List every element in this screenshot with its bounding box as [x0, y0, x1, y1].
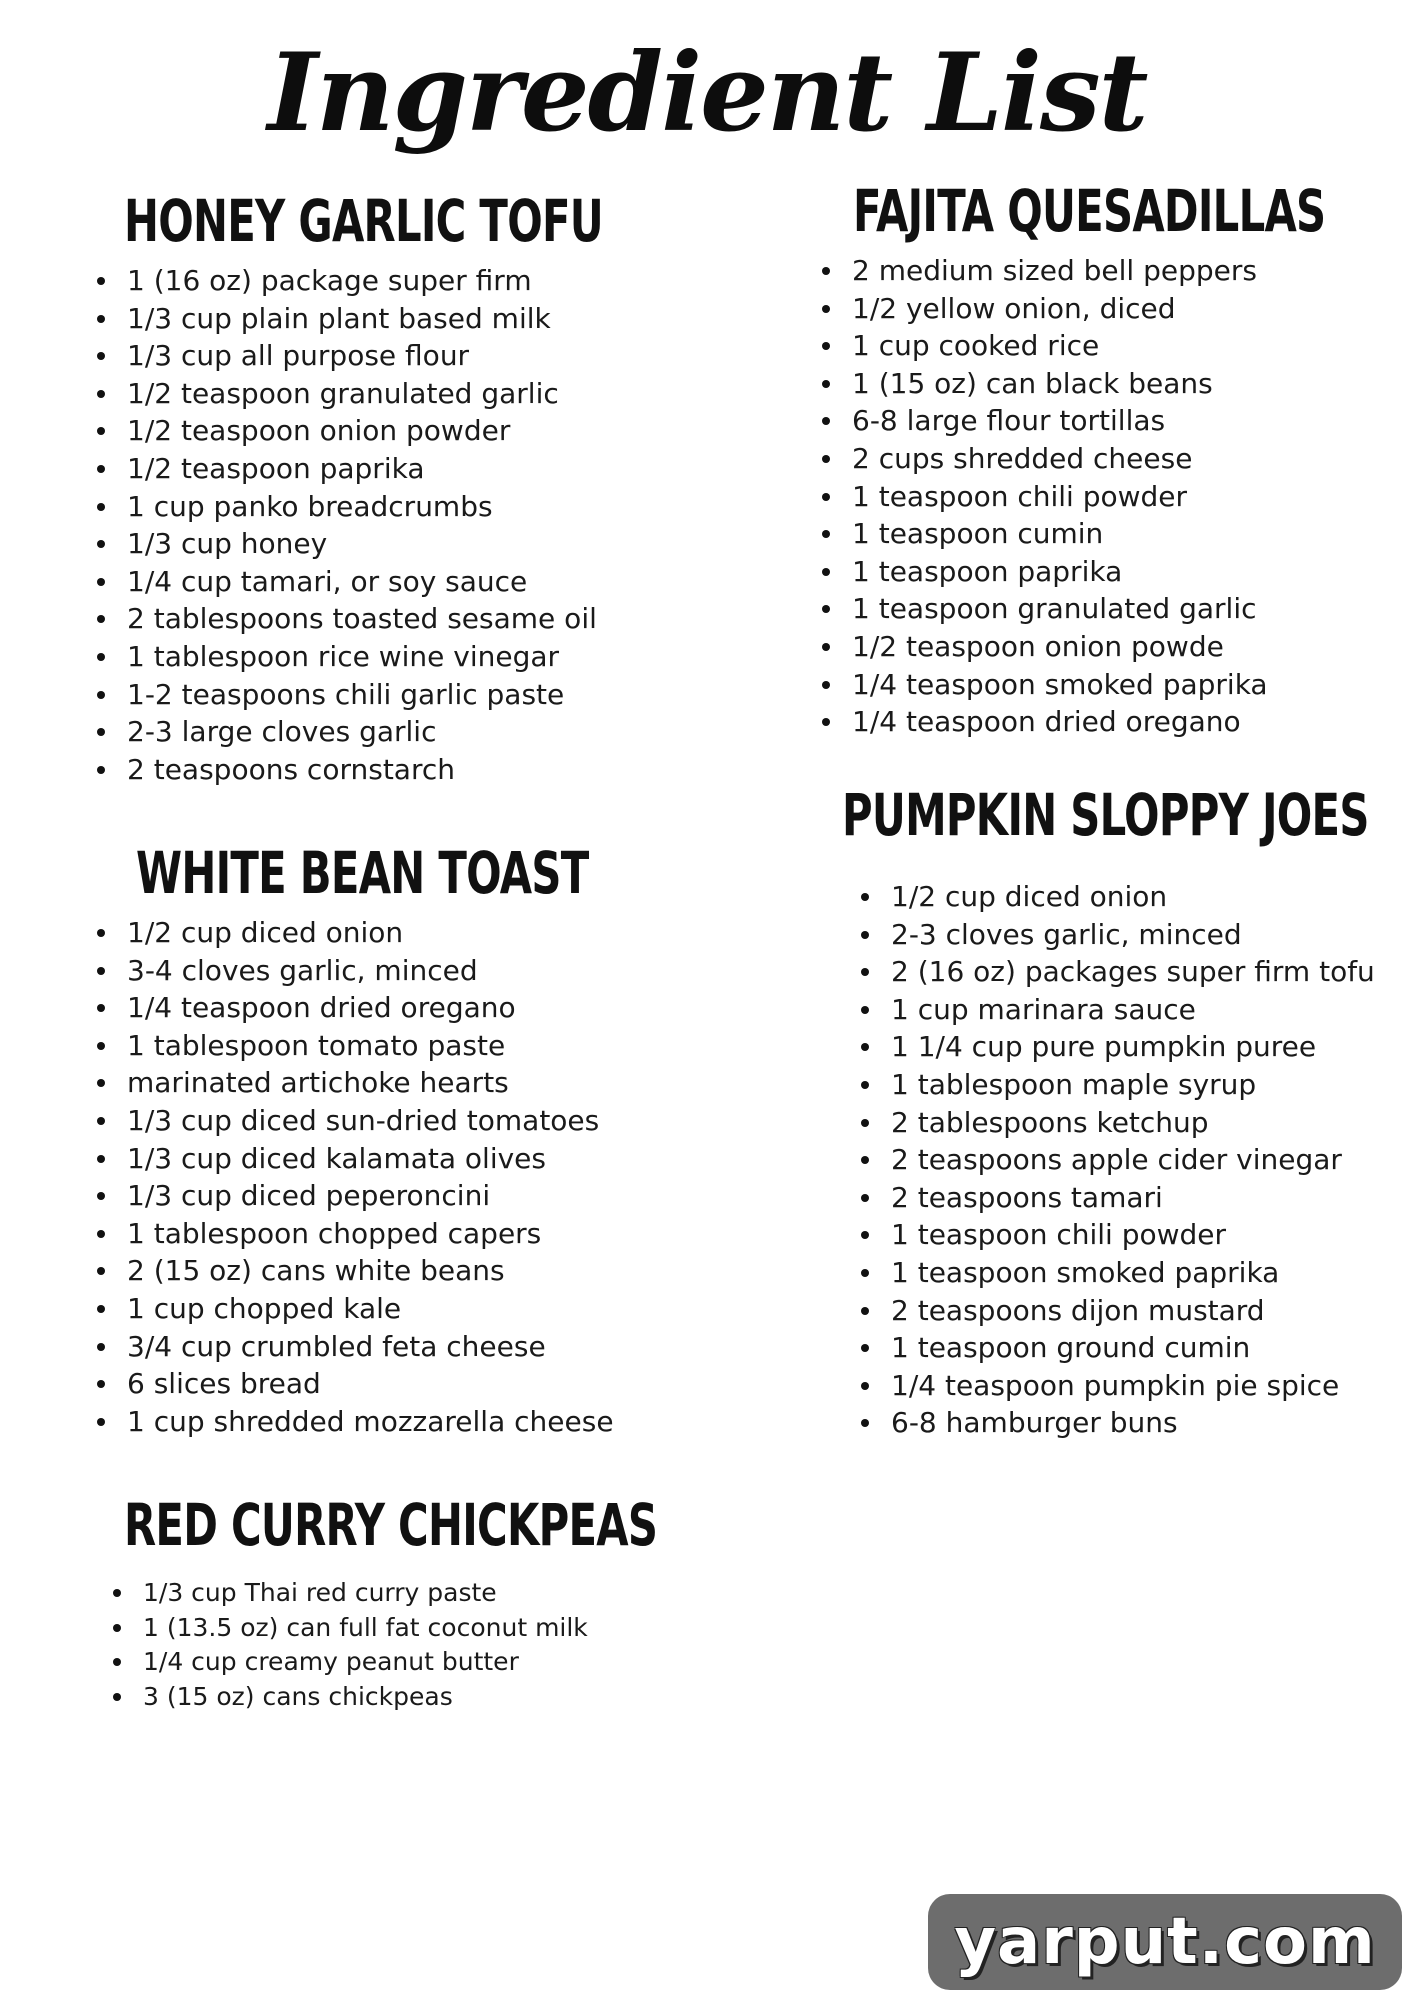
ingredient-list: [112, 1576, 865, 1714]
ingredient-item: marinated artichoke hearts: [96, 1064, 764, 1102]
ingredient-item: 1 tablespoon tomato paste: [96, 1027, 764, 1065]
ingredient-item: 2 teaspoons cornstarch: [96, 751, 789, 789]
section-red-curry-chickpeas: [112, 1484, 865, 1714]
ingredient-item: 2 tablespoons ketchup: [860, 1104, 1414, 1142]
ingredient-item: 2-3 cloves garlic, minced: [860, 916, 1414, 954]
ingredient-item: 1/2 teaspoon onion powder: [96, 412, 789, 450]
ingredient-item: 1 1/4 cup pure pumpkin puree: [860, 1028, 1414, 1066]
ingredient-item: 1/2 teaspoon granulated garlic: [96, 375, 789, 413]
ingredient-item: 1 teaspoon ground cumin: [860, 1329, 1414, 1367]
ingredient-item: 6 slices bread: [96, 1365, 764, 1403]
section-white-bean-toast: [96, 832, 764, 1440]
ingredient-item: 1 tablespoon maple syrup: [860, 1066, 1414, 1104]
section-fajita-quesadillas: [821, 170, 1414, 741]
ingredient-item: 2 teaspoons apple cider vinegar: [860, 1141, 1414, 1179]
ingredient-item: 2 teaspoons tamari: [860, 1179, 1414, 1217]
ingredient-item: 6-8 large flour tortillas: [821, 402, 1414, 440]
ingredient-item: 1 teaspoon cumin: [821, 515, 1414, 553]
page-title: Ingredient List: [267, 30, 1147, 156]
ingredient-item: 1 tablespoon chopped capers: [96, 1215, 764, 1253]
ingredient-item: 1/4 teaspoon dried oregano: [821, 703, 1414, 741]
ingredient-item: 1 cup cooked rice: [821, 327, 1414, 365]
ingredient-item: 1/3 cup Thai red curry paste: [112, 1576, 865, 1611]
ingredient-item: 1 teaspoon smoked paprika: [860, 1254, 1414, 1292]
ingredient-item: 2 tablespoons toasted sesame oil: [96, 600, 789, 638]
ingredient-list: [860, 878, 1414, 1442]
section-heading: HONEY GARLIC TOFU: [124, 187, 603, 255]
ingredient-item: 1/2 yellow onion, diced: [821, 290, 1414, 328]
section-honey-garlic-tofu: [96, 180, 789, 788]
ingredient-item: 1/4 teaspoon pumpkin pie spice: [860, 1367, 1414, 1405]
ingredient-item: 2 (15 oz) cans white beans: [96, 1252, 764, 1290]
ingredient-list: [96, 914, 764, 1440]
ingredient-item: 1 (16 oz) package super firm: [96, 262, 789, 300]
ingredient-item: 1 (15 oz) can black beans: [821, 365, 1414, 403]
ingredient-list: [821, 252, 1414, 741]
ingredient-item: 1/3 cup honey: [96, 525, 789, 563]
ingredient-item: 2-3 large cloves garlic: [96, 713, 789, 751]
ingredient-item: 1/2 teaspoon paprika: [96, 450, 789, 488]
ingredient-item: 3/4 cup crumbled feta cheese: [96, 1328, 764, 1366]
ingredient-item: 1 tablespoon rice wine vinegar: [96, 638, 789, 676]
ingredient-item: 1/3 cup all purpose flour: [96, 337, 789, 375]
ingredient-item: 1/3 cup diced peperoncini: [96, 1177, 764, 1215]
section-heading: WHITE BEAN TOAST: [136, 839, 589, 907]
ingredient-item: 1 teaspoon chili powder: [821, 478, 1414, 516]
ingredient-item: 1/4 teaspoon smoked paprika: [821, 666, 1414, 704]
ingredient-item: 1/3 cup diced sun-dried tomatoes: [96, 1102, 764, 1140]
section-pumpkin-sloppy-joes: [842, 774, 1414, 1442]
ingredient-item: 1 teaspoon chili powder: [860, 1216, 1414, 1254]
ingredient-item: 3-4 cloves garlic, minced: [96, 952, 764, 990]
ingredient-item: 1/2 cup diced onion: [96, 914, 764, 952]
section-heading: PUMPKIN SLOPPY JOES: [842, 781, 1369, 849]
ingredient-item: 2 medium sized bell peppers: [821, 252, 1414, 290]
ingredient-item: 2 (16 oz) packages super firm tofu: [860, 953, 1414, 991]
ingredient-item: 1 cup panko breadcrumbs: [96, 488, 789, 526]
ingredient-item: 1/2 cup diced onion: [860, 878, 1414, 916]
ingredient-item: 1 cup marinara sauce: [860, 991, 1414, 1029]
ingredient-item: 6-8 hamburger buns: [860, 1404, 1414, 1442]
watermark-badge: [928, 1894, 1402, 1990]
section-heading: FAJITA QUESADILLAS: [853, 177, 1326, 245]
ingredient-item: 1 teaspoon paprika: [821, 553, 1414, 591]
ingredient-list: [96, 262, 789, 788]
section-heading: RED CURRY CHICKPEAS: [124, 1491, 658, 1559]
ingredient-item: 3 (15 oz) cans chickpeas: [112, 1680, 865, 1715]
ingredient-item: 1/3 cup plain plant based milk: [96, 300, 789, 338]
ingredient-item: 2 cups shredded cheese: [821, 440, 1414, 478]
ingredient-item: 2 teaspoons dijon mustard: [860, 1292, 1414, 1330]
ingredient-item: 1/2 teaspoon onion powde: [821, 628, 1414, 666]
ingredient-item: 1/4 cup creamy peanut butter: [112, 1645, 865, 1680]
ingredient-item: 1 (13.5 oz) can full fat coconut milk: [112, 1611, 865, 1646]
ingredient-item: 1-2 teaspoons chili garlic paste: [96, 676, 789, 714]
ingredient-item: 1 cup chopped kale: [96, 1290, 764, 1328]
ingredient-item: 1 teaspoon granulated garlic: [821, 590, 1414, 628]
watermark-text: yarput.com: [954, 1905, 1376, 1979]
ingredient-item: 1/4 teaspoon dried oregano: [96, 989, 764, 1027]
ingredient-item: 1/4 cup tamari, or soy sauce: [96, 563, 789, 601]
ingredient-item: 1 cup shredded mozzarella cheese: [96, 1403, 764, 1441]
ingredient-item: 1/3 cup diced kalamata olives: [96, 1140, 764, 1178]
